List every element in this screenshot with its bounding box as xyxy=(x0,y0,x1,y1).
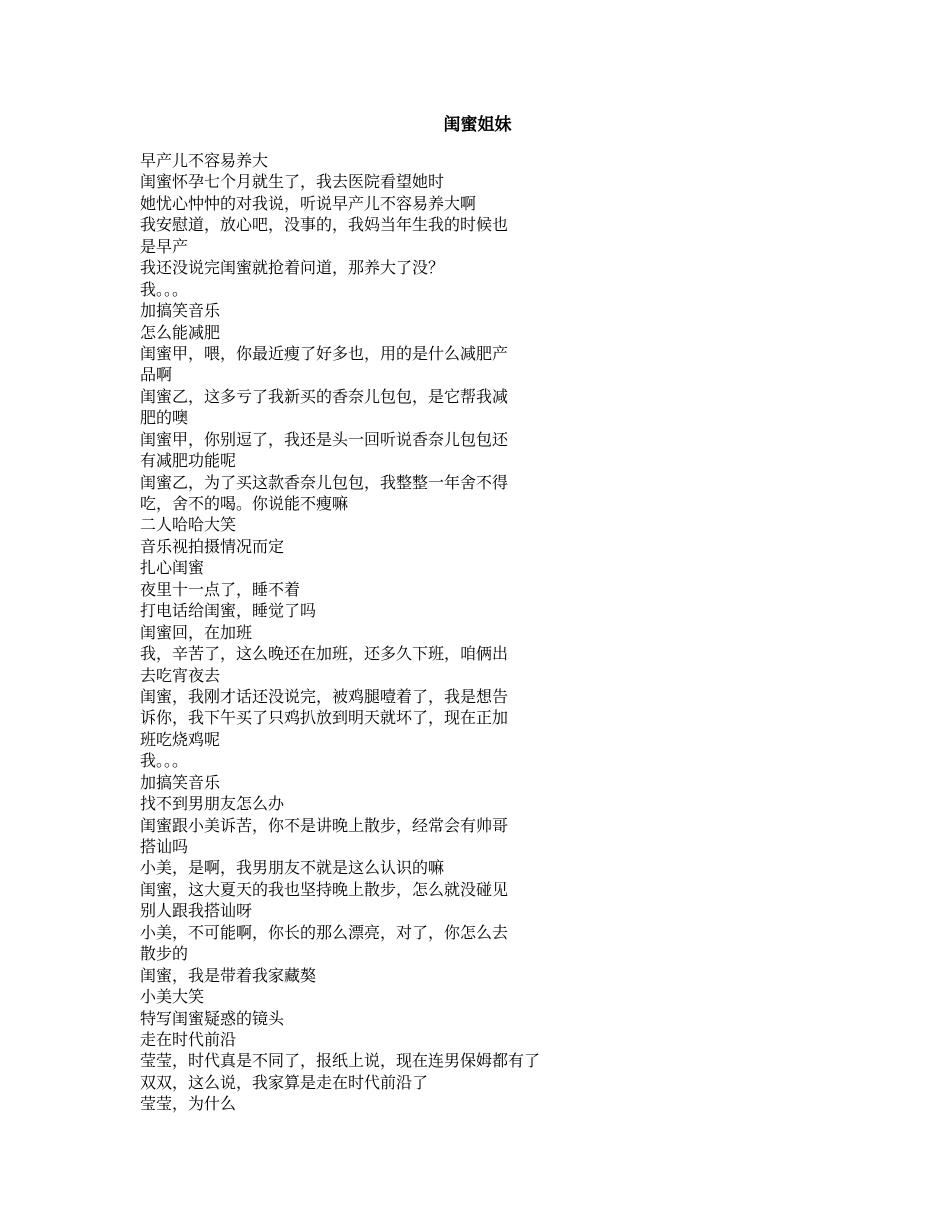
text-line: 闺蜜甲，你别逗了，我还是头一回听说香奈儿包包还 xyxy=(140,429,509,449)
text-line: 闺蜜回，在加班 xyxy=(140,622,253,642)
text-line: 我，辛苦了，这么晚还在加班，还多久下班，咱俩出 xyxy=(140,644,509,664)
text-line: 闺蜜，这大夏天的我也坚持晚上散步，怎么就没碰见 xyxy=(140,879,509,899)
text-line: 闺蜜乙，这多亏了我新买的香奈儿包包，是它帮我减 xyxy=(140,386,509,406)
text-line: 品啊 xyxy=(140,365,173,385)
text-line: 加搞笑音乐 xyxy=(140,301,221,321)
text-line: 特写闺蜜疑惑的镜头 xyxy=(140,1008,285,1028)
text-line: 二人哈哈大笑 xyxy=(140,515,237,535)
text-line: 是早产 xyxy=(140,236,189,256)
text-line: 闺蜜，我是带着我家藏獒 xyxy=(140,965,317,985)
text-line: 扎心闺蜜 xyxy=(140,558,205,578)
text-line: 有减肥功能呢 xyxy=(140,451,237,471)
text-line: 莹莹，为什么 xyxy=(140,1094,237,1114)
text-line: 小美，是啊，我男朋友不就是这么认识的嘛 xyxy=(140,858,445,878)
text-line: 找不到男朋友怎么办 xyxy=(140,794,285,814)
text-line: 夜里十一点了，睡不着 xyxy=(140,579,301,599)
document-title: 闺蜜姐妹 xyxy=(443,115,512,135)
text-line: 我还没说完闺蜜就抢着问道，那养大了没？ xyxy=(140,258,445,278)
text-line: 我。。。 xyxy=(140,751,189,771)
text-line: 吃，舍不的喝。你说能不瘦嘛 xyxy=(140,494,349,513)
text-line: 去吃宵夜去 xyxy=(140,665,221,685)
text-line: 双双，这么说，我家算是走在时代前沿了 xyxy=(140,1072,429,1092)
text-line: 散步的 xyxy=(140,944,189,964)
text-line: 搭讪吗 xyxy=(140,837,189,856)
text-line: 小美大笑 xyxy=(140,987,205,1007)
document-body xyxy=(140,150,620,1115)
text-line: 我安慰道，放心吧，没事的，我妈当年生我的时候也 xyxy=(140,215,509,235)
text-line: 她忧心忡忡的对我说，听说早产儿不容易养大啊 xyxy=(140,193,477,213)
text-line: 小美，不可能啊，你长的那么漂亮，对了，你怎么去 xyxy=(140,922,509,942)
text-line: 别人跟我搭讪呀 xyxy=(140,901,253,921)
text-line: 莹莹，时代真是不同了，报纸上说，现在连男保姆都有了 xyxy=(140,1051,541,1071)
text-line: 怎么能减肥 xyxy=(140,322,221,342)
text-line: 闺蜜，我刚才话还没说完，被鸡腿噎着了，我是想告 xyxy=(140,686,509,706)
text-line: 闺蜜甲，喂，你最近瘦了好多也，用的是什么减肥产 xyxy=(140,343,509,363)
text-line: 闺蜜乙，为了买这款香奈儿包包，我整整一年舍不得 xyxy=(140,472,509,492)
text-line: 班吃烧鸡呢 xyxy=(140,729,221,749)
text-line: 我。。。 xyxy=(140,279,189,299)
text-line: 加搞笑音乐 xyxy=(140,772,221,792)
text-line: 肥的噢 xyxy=(140,408,189,428)
text-line: 早产儿不容易养大 xyxy=(140,151,269,170)
text-line: 打电话给闺蜜，睡觉了吗 xyxy=(140,601,317,621)
text-line: 闺蜜跟小美诉苦，你不是讲晚上散步，经常会有帅哥 xyxy=(140,815,509,835)
text-line: 音乐视拍摄情况而定 xyxy=(140,536,285,556)
text-line: 诉你，我下午买了只鸡扒放到明天就坏了，现在正加 xyxy=(140,708,509,728)
text-line: 走在时代前沿 xyxy=(140,1029,237,1049)
text-line: 闺蜜怀孕七个月就生了，我去医院看望她时 xyxy=(140,172,445,192)
